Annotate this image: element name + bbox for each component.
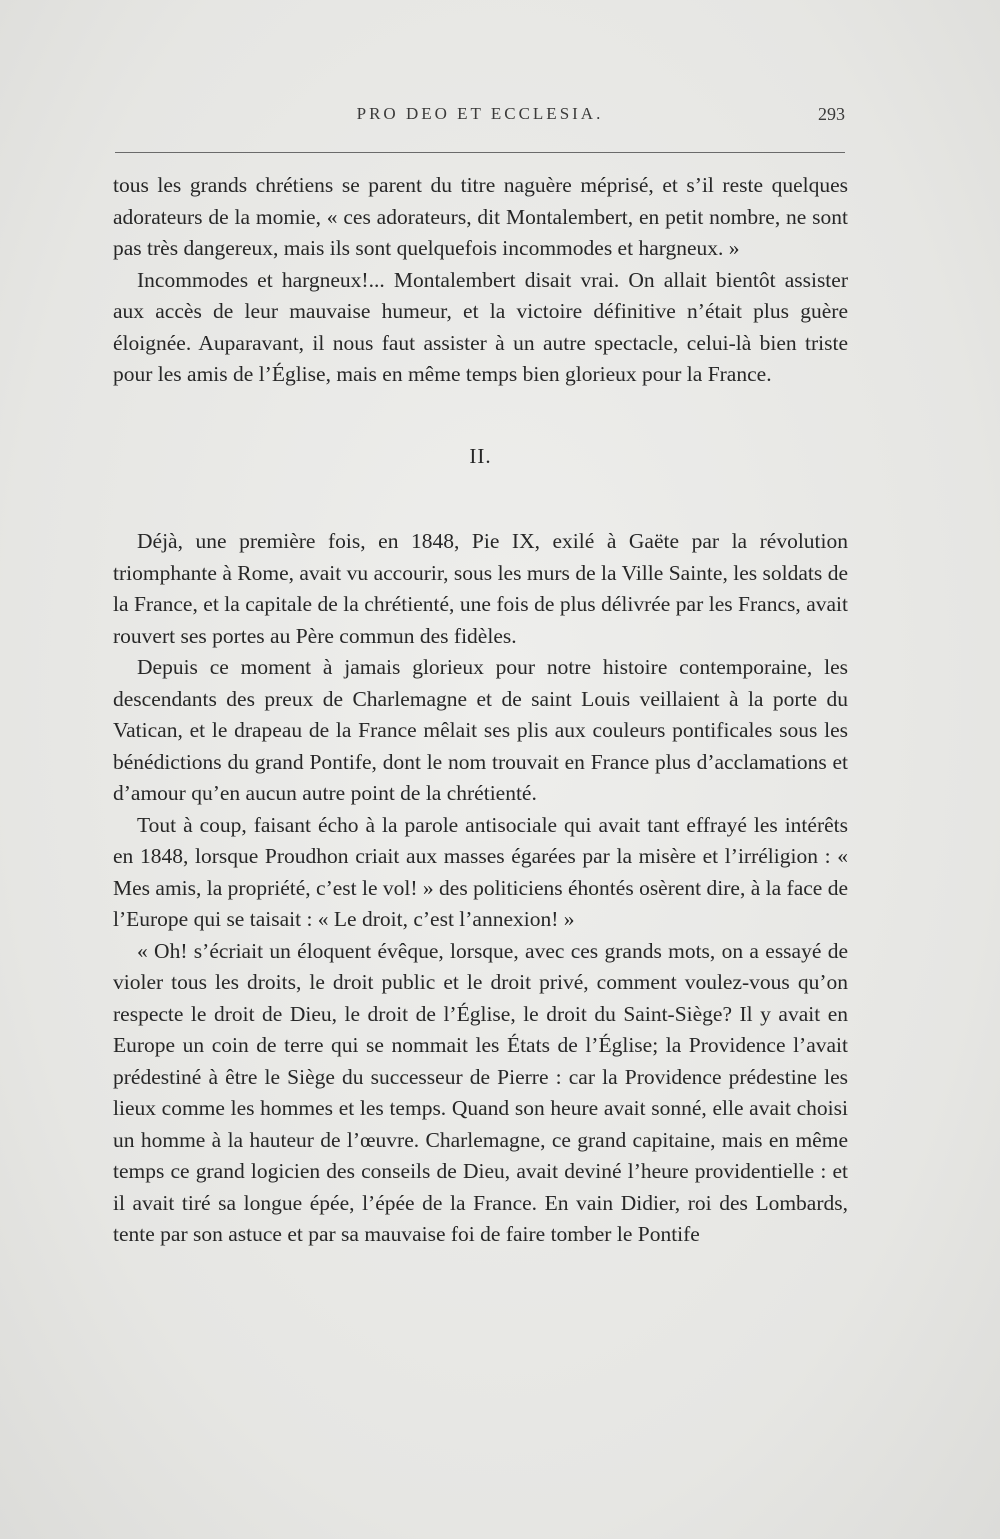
paragraph: Incommodes et hargneux!... Montalembert disait vrai. On allait bientôt assister aux accès de leur mauvaise humeur, et la victoire définitive n’était plus guère éloignée. Auparavant, il nous faut assister à un autre spectacle, celui-là bien triste pour les amis de l’Église, mais en même temps bien glorieux pour la France. (113, 267, 848, 386)
paragraph: tous les grands chrétiens se parent du titre naguère méprisé, et s’il reste quelques adorateurs de la momie, « ces adorateurs, dit Montalembert, en petit nombre, ne sont pas très dangereux, mais ils sont quelquefois incommodes et hargneux. » (113, 173, 848, 260)
header-rule (115, 152, 845, 153)
section-heading: II. (469, 443, 492, 468)
paragraph: Tout à coup, faisant écho à la parole antisociale qui avait tant effrayé les intérêts en 1848, lorsque Proudhon criait aux masses égarées par la misère et l’irréligion : « Mes amis, la propriété, c’est le vol! » des politiciens éhontés osèrent dire, à la face de l’Europe qui se taisait : « Le droit, c’est l’annexion! » (113, 812, 848, 931)
running-head: PRO DEO ET ECCLESIA. (356, 104, 604, 123)
paragraph: Depuis ce moment à jamais glorieux pour notre histoire contemporaine, les descendants des preux de Charlemagne et de saint Louis veillaient à la porte du Vatican, et le drapeau de la France mêlait ses plis aux couleurs pontificales sous les bénédictions du grand Pontife, dont le nom trouvait en France plus d’acclamations et d’amour qu’en aucun autre point de la chrétienté. (113, 655, 848, 805)
paragraph: « Oh! s’écriait un éloquent évêque, lorsque, avec ces grands mots, on a essayé de violer tous les droits, le droit public et le droit privé, comment voulez-vous qu’on respecte le droit de Dieu, le droit de l’Église, le droit du Saint-Siège? Il y avait en Europe un coin de terre qui se nommait les États de l’Église; la Providence l’avait prédestiné à être le Siège du successeur de Pierre : car la Providence prédestine les lieux comme les hommes et les temps. Quand son heure avait sonné, elle avait choisi un homme à la hauteur de l’œuvre. Charlemagne, ce grand capitaine, mais en même temps ce grand logicien des conseils de Dieu, avait deviné l’heure providentielle : et il avait tiré sa longue épée, l’épée de la France. En vain Didier, roi des Lombards, tente par son astuce et par sa mauvaise foi de faire tomber le Pontife (113, 938, 848, 1246)
page-number: 293 (818, 104, 845, 124)
body-text (113, 170, 848, 1251)
page-header (115, 104, 845, 134)
paragraph: Déjà, une première fois, en 1848, Pie IX, exilé à Gaëte par la révolution triomphante à Rome, avait vu accourir, sous les murs de la Ville Sainte, les soldats de la France, et la capitale de la chrétienté, une fois de plus délivrée par les Francs, avait rouvert ses portes au Père commun des fidèles. (113, 529, 848, 648)
